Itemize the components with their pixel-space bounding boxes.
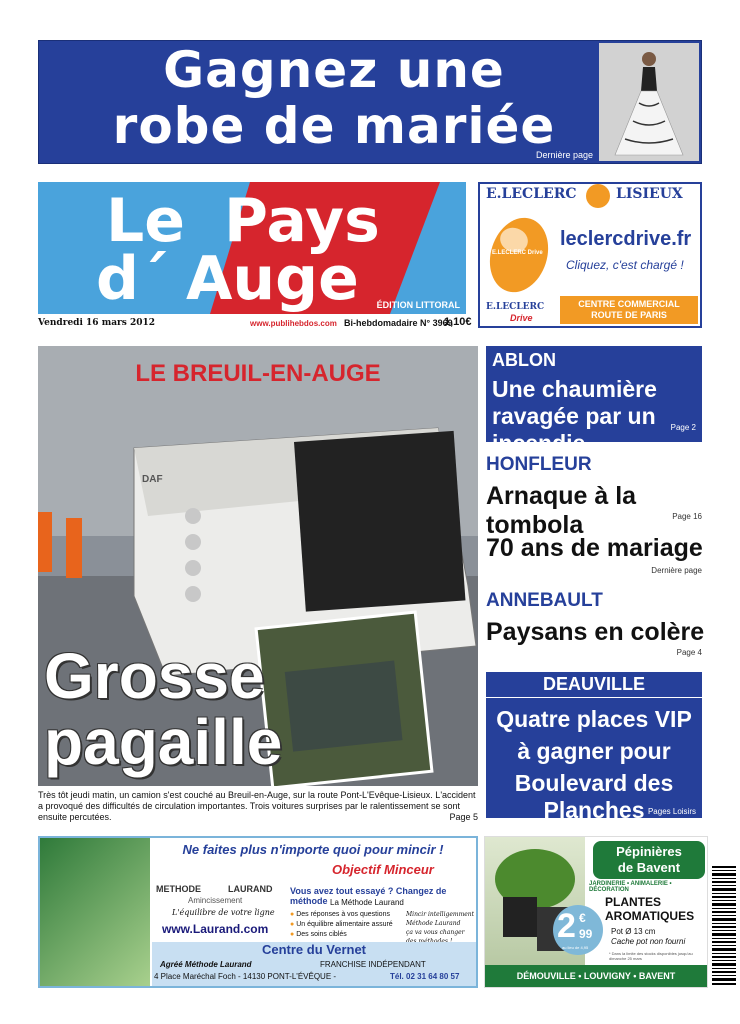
laurand-bullets (290, 910, 393, 940)
issue-number: Bi-hebdomadaire N° 3969 (344, 318, 453, 328)
leclerc-location-1: CENTRE COMMERCIAL (578, 299, 680, 309)
masthead (38, 182, 466, 314)
deauville-line2: à gagner pour (517, 738, 671, 764)
annebault-section: ANNEBAULT (486, 590, 603, 611)
laurand-side-3: ça va vous changer (406, 929, 465, 936)
pepinieres-logo (593, 841, 705, 879)
banner-line2: robe de mariée (112, 97, 556, 155)
cache-note: Cache pot non fourni (611, 937, 686, 946)
leclerc-location-2: ROUTE DE PARIS (591, 310, 667, 320)
annebault-page: Page 4 (676, 648, 702, 657)
deauville-page: Pages Loisirs (647, 807, 696, 816)
model-photo (40, 838, 150, 986)
leclerc-location (560, 296, 698, 324)
issue-price: 1,10€ (444, 316, 472, 328)
lead-headline-1: Grosse (44, 640, 265, 712)
centre-name: Centre du Vernet (261, 942, 367, 957)
deauville-section: DEAUVILLE (486, 674, 702, 698)
laurand-method: La Méthode Laurand (330, 898, 404, 907)
story-deauville[interactable] (486, 672, 702, 823)
mariage-page: Dernière page (651, 566, 702, 575)
honfleur-headline[interactable]: Arnaque à la tombola (486, 482, 637, 539)
truck-brand: DAF (142, 474, 163, 485)
laurand-side-1: Mincir intelligemment (406, 911, 475, 918)
laurand-headline: Ne faites plus n'importe quoi pour mincir ! (182, 842, 444, 857)
laurand-bullet-2: ● Un équilibre alimentaire assuré (290, 921, 393, 928)
leclerc-site[interactable]: leclercdrive.fr (560, 228, 692, 250)
laurand-brand2: LAURAND (228, 884, 273, 894)
laurand-brand1: METHODE (156, 884, 201, 894)
lead-caption-text: Très tôt jeudi matin, un camion s'est couché au Breuil-en-Auge, sur la route Pont-L'Evêque-Lisieux. L'accident a provoqué des difficultés de circulation importantes. Trois voitures surprises par le ralentissement se sont ensuite percutées. (38, 790, 476, 822)
leclerc-drive: Drive (510, 313, 533, 323)
laurand-tagline: L'équilibre de votre ligne (172, 908, 275, 917)
leclerc-logo-icon (586, 184, 610, 208)
leclerc-brand-top: E.LECLERC (486, 186, 577, 202)
lead-headline-2: pagaille (44, 706, 283, 778)
price-currency: € (579, 911, 586, 925)
product-line2: AROMATIQUES (605, 909, 695, 923)
deauville-line3: Boulevard des Planches (514, 770, 674, 823)
masthead-word-le: Le (106, 186, 185, 256)
agree-label: Agréé Méthode Laurand (160, 960, 252, 969)
annebault-headline[interactable]: Paysans en colère (486, 618, 705, 646)
laurand-url[interactable]: www.Laurand.com (162, 922, 269, 936)
lead-page-ref: Page 5 (449, 812, 478, 822)
website-link[interactable]: www.publihebdos.com (250, 319, 337, 328)
pepinieres-ad[interactable] (484, 836, 708, 988)
objectif-label: Objectif Minceur (332, 862, 434, 877)
laurand-tel: Tél. 02 31 64 80 57 (390, 972, 460, 981)
lead-kicker: LE BREUIL-EN-AUGE (135, 360, 381, 387)
deauville-line1: Quatre places VIP (496, 706, 692, 732)
banner-page-ref: Dernière page (535, 150, 593, 160)
price-badge (553, 905, 603, 955)
leclerc-town: LISIEUX (616, 186, 683, 202)
laurand-sub: Amincissement (188, 896, 243, 905)
edition-label: ÉDITION LITTORAL (376, 300, 460, 310)
pepinieres-towns: DÉMOUVILLE • LOUVIGNY • BAVENT (485, 965, 707, 987)
pepinieres-brand1: Pépinières (616, 844, 682, 859)
masthead-word-d: d´ (96, 244, 169, 314)
dateline (38, 316, 472, 332)
pot-size: Pot Ø 13 cm (611, 927, 656, 936)
masthead-word-auge: Auge (186, 244, 359, 314)
laurand-bullet-1: ● Des réponses à vos questions (290, 911, 390, 918)
lead-caption (38, 790, 478, 823)
laurand-question: Vous avez tout essayé ? Changez de méthode (290, 886, 447, 906)
ablon-headline: Une chaumière ravagée par un incendie (492, 376, 657, 456)
bride-photo (599, 43, 699, 161)
story-ablon[interactable] (486, 346, 702, 456)
ablon-page: Page 2 (670, 423, 696, 432)
franchise-label: FRANCHISE INDÉPENDANT (320, 960, 426, 969)
pepinieres-services: JARDINERIE • ANIMALERIE • DÉCORATION (589, 881, 672, 893)
mariage-headline[interactable]: 70 ans de mariage (486, 534, 703, 562)
stock-note: * Dans la limite des stocks disponibles jusqu'au dimanche 25 mars (609, 951, 693, 961)
barcode-icon (712, 866, 736, 986)
price-int: 2 (557, 907, 576, 945)
leclerc-brand-bottom: E.LECLERC (486, 302, 545, 312)
masthead-word-pays: Pays (224, 186, 380, 256)
laurand-ad[interactable] (38, 836, 478, 988)
price-note: au lieu de 4,95 (562, 945, 589, 950)
laurand-bullet-3: ● Des soins ciblés (290, 931, 347, 938)
leclerc-ad[interactable] (478, 182, 702, 328)
issue-date: Vendredi 16 mars 2012 (38, 318, 156, 328)
laurand-address: 4 Place Maréchal Foch - 14130 PONT-L'ÉVÊQUE - (154, 972, 337, 981)
mouse-label: E.LECLERC Drive (492, 250, 543, 256)
lead-photo[interactable] (38, 346, 478, 786)
laurand-side-2: Méthode Laurand (406, 920, 461, 927)
leclerc-slogan: Cliquez, c'est chargé ! (566, 258, 684, 272)
banner-line1: Gagnez une (163, 41, 505, 99)
honfleur-page: Page 16 (672, 512, 702, 521)
pepinieres-brand2: de Bavent (617, 860, 681, 875)
laurand-side (406, 910, 476, 946)
ablon-section: ABLON (492, 350, 556, 370)
banner-ad[interactable] (38, 40, 702, 164)
laurand-footer (152, 942, 476, 986)
honfleur-section: HONFLEUR (486, 454, 592, 475)
price-dec: 99 (579, 927, 593, 941)
product-line1: PLANTES (605, 895, 662, 909)
